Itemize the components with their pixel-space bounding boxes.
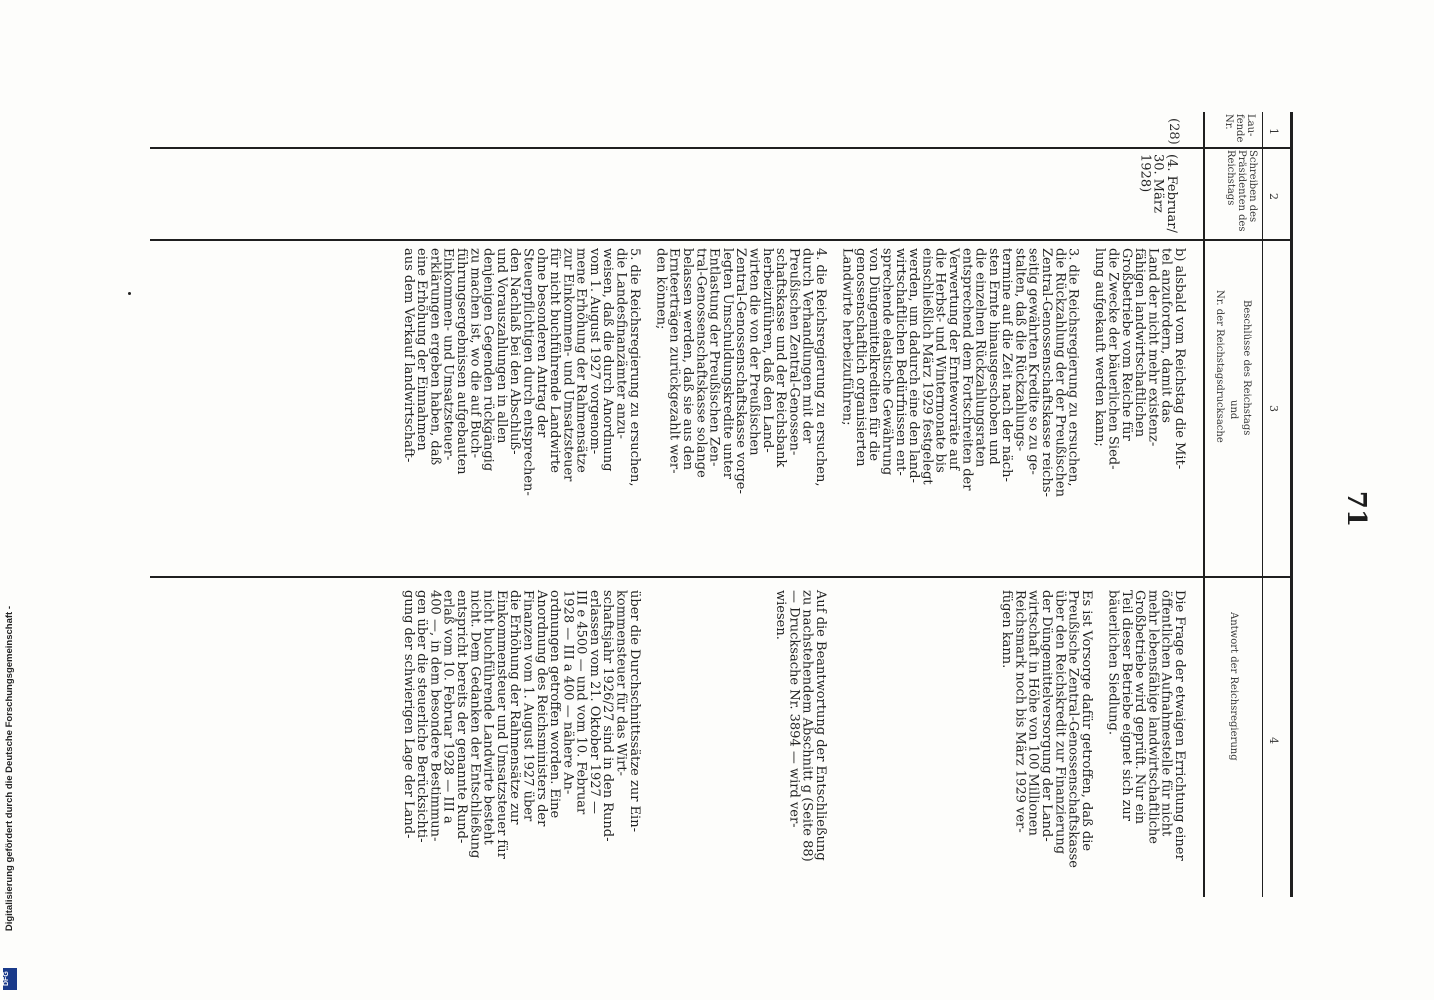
text-line: Einkommen- und Umsatzsteuer- — [440, 248, 456, 461]
text-line: für nicht buchführende Landwirte — [547, 248, 563, 473]
col3-rule — [150, 576, 1290, 578]
text-line: schaftsjahr 1926/27 sind in den Rund- — [600, 590, 616, 842]
text-line: Preußische Zentral-Genossenschaftskasse — [1065, 590, 1081, 868]
col-number-3: 3 — [1267, 405, 1280, 412]
text-line: tral-Genossenschaftskasse solange — [693, 248, 709, 478]
col-number-1: 1 — [1267, 128, 1280, 135]
header-rule-top — [1262, 112, 1263, 897]
text-line: gen über die steuerliche Berücksichti- — [414, 590, 430, 843]
date-line: 30. März — [1150, 154, 1166, 213]
text-line: Verwertung der Ernteworräte auf — [945, 248, 961, 471]
text-line: mene Erhöhung der Rahmensätze — [573, 248, 589, 473]
text-line — [880, 590, 893, 900]
text-line: Einkommensteuer und Umsatzsteuer für — [493, 590, 509, 859]
text-line — [721, 590, 734, 900]
text-line: Anordnung des Reichsministers der — [533, 590, 549, 827]
text-line: nicht buchführende Landwirte besteht — [480, 590, 496, 845]
text-line: Entlastung der Preußischen Zen- — [706, 248, 722, 467]
text-line: sten Ernte hinausgeschoben und — [985, 248, 1001, 465]
dfg-logo: DFG — [3, 968, 17, 990]
text-line — [827, 590, 840, 900]
text-line: 3. die Reichsregierung zu ersuchen, — [1065, 248, 1081, 487]
text-line: wirtschaftlichen Bedürfnissen ent- — [892, 248, 908, 476]
text-line: lung aufgekauft werden kann; — [1092, 248, 1108, 447]
text-line: wirten die von der Preußischen — [746, 248, 762, 456]
col2-rule — [150, 239, 1290, 241]
text-line — [1080, 248, 1093, 573]
text-line: Reichsmark noch bis März 1929 ver- — [1012, 590, 1028, 833]
page-number: 71 — [1341, 490, 1372, 528]
row-date — [1138, 154, 1178, 236]
text-line — [827, 248, 840, 573]
text-line: Großbetriebe wird geprüft. Nur ein — [1132, 590, 1148, 825]
text-line: die Rückzahlung der der Preußischen — [1052, 248, 1068, 497]
text-line: herbeizuführen, daß den Land- — [759, 248, 775, 453]
text-line: 5. die Reichsregierung zu ersuchen, — [626, 248, 642, 487]
header-col3-line2: und — [1228, 400, 1239, 420]
row-number: (28) — [1166, 118, 1181, 145]
text-line: entsprechend dem Fortschreiten der — [959, 248, 975, 491]
text-line: stalten, daß die Rückzahlungs- — [1012, 248, 1028, 452]
text-line — [641, 590, 654, 900]
digitization-footer: Digitalisierung gefördert durch die Deutsche Forschungsgemeinschaft - — [4, 606, 15, 932]
text-line: vom 1. August 1927 vorgenom- — [586, 248, 602, 455]
text-line: Zentral-Genossenschaftskasse reichs- — [1039, 248, 1055, 497]
text-line: zu machen ist, wo die auf Buch- — [467, 248, 483, 459]
text-line: öffentlichen Aufnahmestelle für nicht — [1158, 590, 1174, 837]
date-line: 1928) — [1137, 154, 1153, 193]
text-line — [960, 590, 973, 900]
header-col4: Antwort der Reichsregierung — [1228, 612, 1239, 761]
text-line: wiesen. — [773, 590, 789, 640]
text-line: erklärungen ergeben haben, daß — [427, 248, 443, 466]
text-line: durch Verhandlungen mit der — [799, 248, 815, 444]
margin-mark — [128, 292, 131, 295]
text-line — [947, 590, 960, 900]
text-line: 1928 — III a 400 — nähere An- — [560, 590, 576, 795]
text-line: seitig gewährten Kredite so zu ge- — [1025, 248, 1041, 475]
text-line: schaftskasse und der Reichsbank — [773, 248, 789, 468]
text-line — [681, 590, 694, 900]
text-line: die Landesfinanzämter anzu- — [613, 248, 629, 439]
text-line: Auf die Beantwortung der Entschließung — [812, 590, 828, 861]
text-line — [707, 590, 720, 900]
text-line — [907, 590, 920, 900]
text-line: die einzelnen Rückzahlungsraten — [972, 248, 988, 468]
text-line: ordnungen getroffen worden. Eine — [547, 590, 563, 819]
text-line: Steuerpflichtigen durch entsprechen- — [520, 248, 536, 496]
text-line: die Erhöhung der Rahmensätze zur — [507, 590, 523, 825]
text-line: den Nachlaß bei den Abschluß- — [507, 248, 523, 455]
text-line: erlaß vom 10. Februar 1928 — III a — [440, 590, 456, 824]
text-line: einschließlich März 1929 festgelegt — [919, 248, 935, 485]
text-line: die Zwecke der bäuerlichen Sied- — [1105, 248, 1121, 470]
text-line: eine Erhöhung der Einnahmen — [414, 248, 430, 451]
text-line — [920, 590, 933, 900]
text-line: über den Reichskredit zur Finanzierung — [1052, 590, 1068, 855]
text-line: legten Umschuldungskredite unter — [719, 248, 735, 479]
text-line: der Düngemittelversorgung der Land- — [1039, 590, 1055, 842]
header-col3-line1: Beschlüsse des Reichstags — [1241, 300, 1252, 436]
text-line: Großbetriebe vom Reiche für — [1118, 248, 1134, 441]
text-line — [840, 590, 853, 900]
text-line: Zentral-Genossenschaftskasse vorge- — [733, 248, 749, 494]
text-line: weisen, daß die durch Anordnung — [600, 248, 616, 472]
text-line — [667, 590, 680, 900]
col-number-2: 2 — [1267, 193, 1280, 200]
text-line: Es ist Vorsorge dafür getroffen, daß die — [1078, 590, 1094, 852]
text-line: wirtschaft in Höhe von 100 Millionen — [1025, 590, 1041, 836]
text-line: nicht. Dem Gedanken der Entschließung — [467, 590, 483, 859]
text-line: aus dem Verkauf landwirtschaft- — [400, 248, 416, 463]
text-line: von Düngemittelkrediten für die — [866, 248, 882, 462]
text-line: werden, um dadurch eine den land- — [906, 248, 922, 483]
text-line: über die Durchschnittssätze zur Ein- — [626, 590, 642, 832]
text-line — [987, 590, 1000, 900]
col1-rule — [150, 147, 1290, 149]
text-line — [694, 590, 707, 900]
text-line: führungsergebnissen aufgebauten — [453, 248, 469, 475]
text-line: und Vorauszahlungen in allen — [493, 248, 509, 444]
government-answer-column — [150, 590, 1186, 900]
text-line: entspricht bereits der genannte Rund- — [453, 590, 469, 844]
text-line: die Herbst- und Wintermonate bis — [932, 248, 948, 473]
text-line: Finanzen vom 1. August 1927 über — [520, 590, 536, 822]
text-line: kommensteuer für das Wirt- — [613, 590, 629, 776]
text-line: belassen werden, daß sie aus den — [680, 248, 696, 471]
text-line: tel anzufordern, damit das — [1158, 248, 1174, 423]
text-line: III e 4500 — und vom 10. Februar — [573, 590, 589, 815]
header-col3-line3: Nr. der Reichstagsdrucksache — [1214, 290, 1225, 443]
text-line — [973, 590, 986, 900]
header-col1: Lau-fende Nr. — [1223, 114, 1256, 143]
text-line — [641, 248, 654, 573]
text-line: erlassen vom 21. Oktober 1927 — — [586, 590, 602, 814]
text-line: ohne besonderen Antrag der — [533, 248, 549, 438]
text-line: bäuerlichen Siedlung. — [1105, 590, 1121, 735]
header-col2: Schreiben des Präsidenten des Reichstags — [1225, 150, 1258, 232]
text-line: 400 —, in dem besondere Bestimmun- — [427, 590, 443, 842]
text-line: — Drucksache Nr. 3894 — wird ver- — [786, 590, 802, 828]
text-line: fügen kann. — [999, 590, 1015, 669]
text-line — [867, 590, 880, 900]
text-line — [734, 590, 747, 900]
text-line: gung der schwierigen Lage der Land- — [400, 590, 416, 839]
text-line — [654, 590, 667, 900]
text-line — [747, 590, 760, 900]
text-line: denjenigen Gegenden rückgängig — [480, 248, 496, 472]
text-line: zur Einkommen- und Umsatzsteuer — [560, 248, 576, 482]
text-line — [933, 590, 946, 900]
resolutions-column — [150, 248, 1186, 573]
text-line: 4. die Reichsregierung zu ersuchen, — [812, 248, 828, 487]
text-line: Teil dieser Betriebe eignet sich zur — [1118, 590, 1134, 822]
col-number-4: 4 — [1267, 737, 1280, 744]
header-rule-bottom — [1203, 112, 1205, 897]
text-line — [854, 590, 867, 900]
text-line: fähigen landwirtschaftlichen — [1132, 248, 1148, 438]
text-line: termine auf die Zeit nach der näch- — [999, 248, 1015, 482]
text-line: mehr lebensfähige landwirtschaftliche — [1145, 590, 1161, 844]
text-line: Die Frage der etwaigen Errichtung einer — [1172, 590, 1187, 861]
text-line: zu nachstehendem Abschnitt g (Seite 88) — [799, 590, 815, 862]
text-line — [761, 590, 774, 900]
date-line: (4. Februar/ — [1163, 154, 1179, 233]
text-line: b) alsbald vom Reichstag die Mit- — [1172, 248, 1187, 470]
text-line: Preußischen Zentral-Genossen- — [786, 248, 802, 456]
text-line: sprechende elastische Gewährung — [879, 248, 895, 476]
table-top-rule — [1290, 112, 1293, 897]
text-line: genossenschaftlich organisierten — [852, 248, 868, 467]
text-line — [893, 590, 906, 900]
text-line: Land der nicht mehr existenz- — [1145, 248, 1161, 447]
text-line: Landwirte herbeizuführen; — [839, 248, 855, 426]
text-line: Ernteerträgen zurückgezahlt wer- — [666, 248, 682, 474]
text-line — [1093, 590, 1106, 900]
text-line: den können; — [653, 248, 669, 330]
